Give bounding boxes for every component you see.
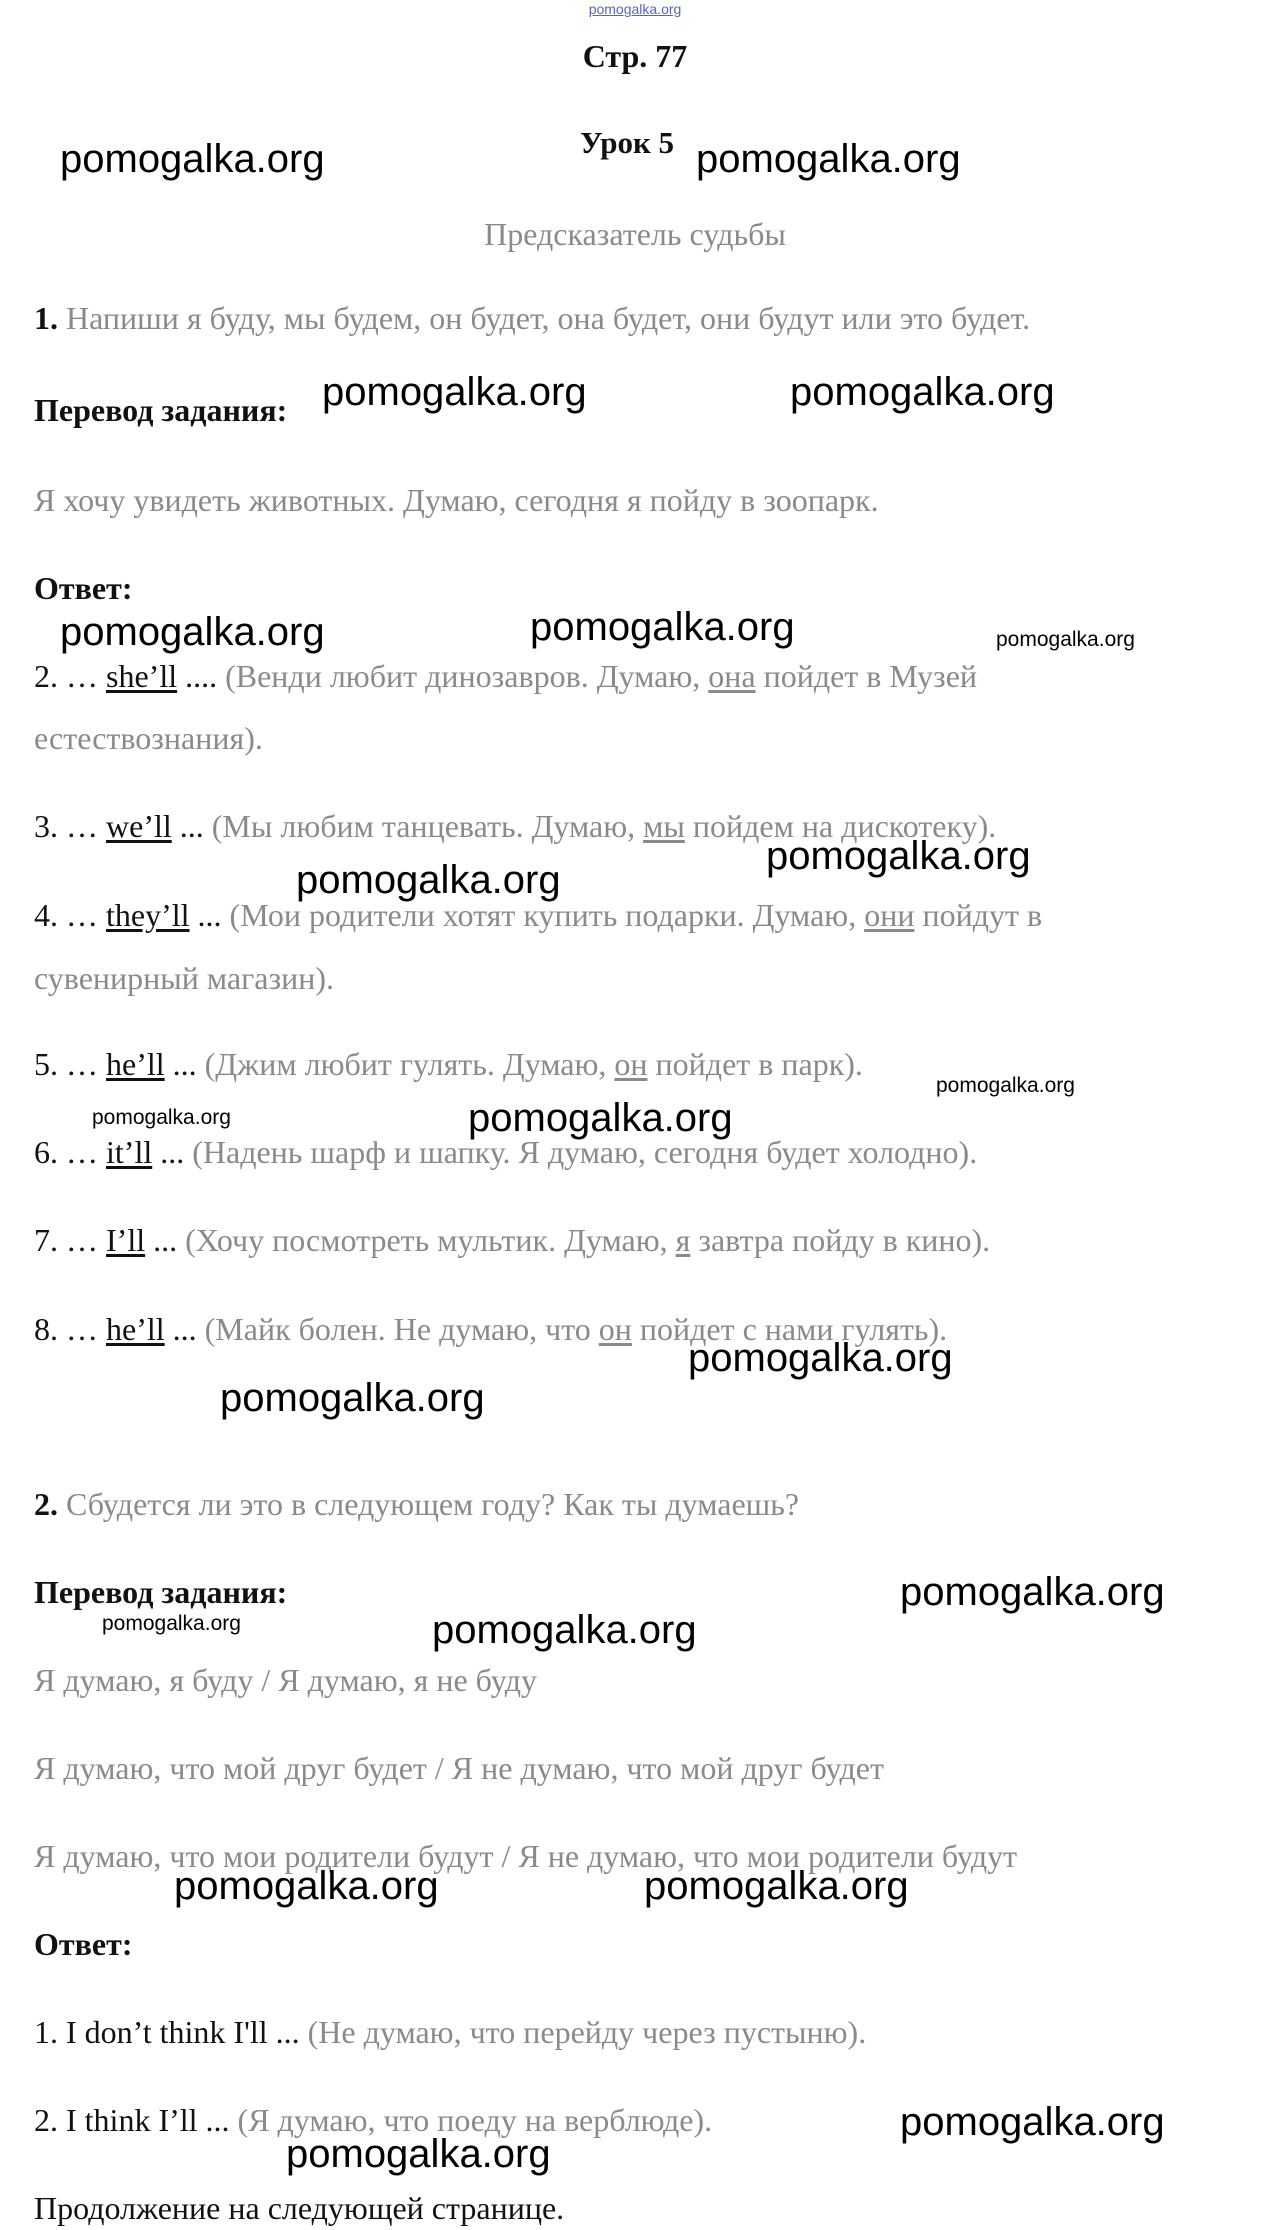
watermark: pomogalka.org: [996, 628, 1135, 651]
task1-answer-label: Ответ:: [34, 570, 133, 606]
task1-translation-label: Перевод задания:: [34, 392, 288, 428]
watermark: pomogalka.org: [60, 137, 325, 181]
header-site-link[interactable]: pomogalka.org: [588, 1, 682, 17]
task1-translation: Я хочу увидеть животных. Думаю, сегодня я пойду в зоопарк.: [34, 482, 879, 518]
task1-answer-5: 5. … he’ll ... (Джим любит гулять. Думаю, он пойдет в парк).: [34, 1046, 863, 1082]
watermark: pomogalka.org: [220, 1376, 485, 1420]
watermark: pomogalka.org: [790, 370, 1055, 414]
task2-translation-line-2: Я думаю, что мой друг будет / Я не думаю, что мой друг будет: [34, 1750, 884, 1786]
task2-answer-1: 1. I don’t think I'll ... (Не думаю, что перейду через пустыню).: [34, 2014, 867, 2050]
task2-translation-line-3: Я думаю, что мои родители будут / Я не думаю, что мои родители будут: [34, 1838, 1018, 1874]
watermark: pomogalka.org: [900, 1570, 1165, 1614]
watermark: pomogalka.org: [286, 2132, 551, 2176]
watermark: pomogalka.org: [468, 1096, 733, 1140]
watermark: pomogalka.org: [688, 1336, 953, 1380]
lesson-subtitle: Предсказатель судьбы: [484, 216, 786, 252]
task2-translation-label: Перевод задания:: [34, 1574, 288, 1610]
watermark: pomogalka.org: [766, 834, 1031, 878]
task2-prompt: 2. Сбудется ли это в следующем году? Как ты думаешь?: [34, 1486, 800, 1522]
watermark: pomogalka.org: [322, 370, 587, 414]
task1-answer-6: 6. … it’ll ... (Надень шарф и шапку. Я думаю, сегодня будет холодно).: [34, 1134, 978, 1170]
task2-answer-label: Ответ:: [34, 1926, 133, 1962]
task1-answer-4: 4. … they’ll ... (Мои родители хотят купить подарки. Думаю, они пойдут в: [34, 897, 1043, 933]
watermark: pomogalka.org: [530, 605, 795, 649]
watermark: pomogalka.org: [92, 1106, 231, 1129]
watermark: pomogalka.org: [60, 610, 325, 654]
continuation-note: Продолжение на следующей странице.: [34, 2190, 565, 2226]
task2-translation-line-1: Я думаю, я буду / Я думаю, я не буду: [34, 1662, 537, 1698]
watermark: pomogalka.org: [296, 858, 561, 902]
watermark: pomogalka.org: [432, 1608, 697, 1652]
task1-answer-2: 2. … she’ll .... (Венди любит динозавров. Думаю, она пойдет в Музей: [34, 658, 978, 694]
watermark: pomogalka.org: [174, 1864, 439, 1908]
watermark: pomogalka.org: [900, 2100, 1165, 2144]
lesson-title: Урок 5: [580, 125, 675, 160]
watermark: pomogalka.org: [102, 1612, 241, 1635]
task1-answer-2-cont: естествознания).: [34, 720, 263, 756]
task2-answer-2: 2. I think I’ll ... (Я думаю, что поеду на верблюде).: [34, 2102, 713, 2138]
task1-answer-3: 3. … we’ll ... (Мы любим танцевать. Думаю, мы пойдем на дискотеку).: [34, 808, 997, 844]
task1-answer-8: 8. … he’ll ... (Майк болен. Не думаю, что он пойдет с нами гулять).: [34, 1311, 948, 1347]
watermark: pomogalka.org: [696, 137, 961, 181]
watermark: pomogalka.org: [936, 1074, 1075, 1097]
watermark: pomogalka.org: [644, 1864, 909, 1908]
task1-prompt: 1. Напиши я буду, мы будем, он будет, она будет, они будут или это будет.: [34, 300, 1031, 336]
task1-answer-7: 7. … I’ll ... (Хочу посмотреть мультик. Думаю, я завтра пойду в кино).: [34, 1222, 991, 1258]
task1-answer-4-cont: сувенирный магазин).: [34, 960, 335, 996]
page-title: Стр. 77: [582, 38, 688, 74]
